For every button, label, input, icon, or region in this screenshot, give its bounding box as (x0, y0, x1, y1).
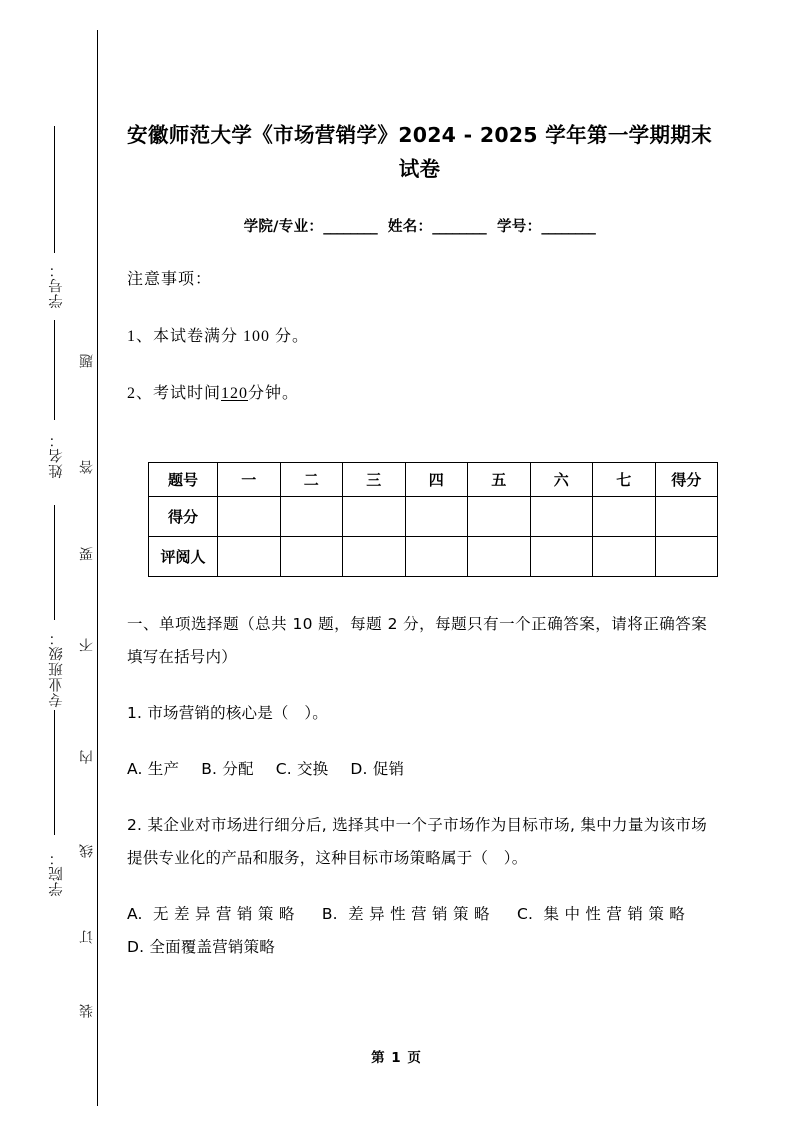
notes-item-2-prefix: 2、考试时间 (127, 385, 222, 402)
paper-content (127, 0, 712, 403)
section-heading: 一、单项选择题（总共 10 题，每题 2 分，每题只有一个正确答案，请将正确答案填写在括号内） (127, 615, 707, 666)
studentid-label: 学号： (497, 219, 542, 235)
notes-heading: 注意事项： (127, 271, 213, 288)
question-1-option-C[interactable]: C. 交换 (275, 760, 329, 778)
score-table (148, 462, 718, 577)
margin-outer-label-4: 学院： (49, 850, 65, 897)
margin-inner-label-8: 装 (80, 1002, 95, 1018)
score-table-cell[interactable] (468, 537, 531, 577)
margin-vertical-rule (97, 30, 98, 1106)
score-table-cell[interactable] (405, 497, 468, 537)
college-label: 学院/专业： (243, 219, 324, 235)
margin-outer-label-1: 学号： (49, 262, 65, 309)
margin-outer-label-3: 专业班级： (49, 630, 65, 708)
score-table-cell[interactable] (405, 537, 468, 577)
question-options-2 (127, 875, 707, 964)
score-table-cell[interactable] (343, 497, 406, 537)
page-title: 安徽师范大学《市场营销学》2024 - 2025 学年第一学期期末试卷 (127, 123, 712, 181)
margin-outer-label-2: 姓名： (49, 432, 65, 479)
question-list (127, 674, 707, 964)
student-identity-line (127, 186, 712, 236)
margin-segment-rule-3 (54, 505, 55, 620)
name-label: 姓名： (387, 219, 433, 235)
score-table-column-header: 三 (343, 463, 406, 497)
score-table-cell[interactable] (655, 537, 718, 577)
score-table-column-header: 七 (593, 463, 656, 497)
college-blank[interactable]: ________ (323, 219, 378, 235)
question-stem-1: 1. 市场营销的核心是（ ）。 (127, 704, 328, 722)
question-2-option-A[interactable]: A. 无差异营销策略 (127, 905, 300, 923)
score-table-cell[interactable] (593, 497, 656, 537)
score-table-cell[interactable] (218, 497, 281, 537)
margin-inner-label-7: 订 (80, 928, 95, 944)
table-row (149, 537, 718, 577)
notes-item-2-suffix: 分钟。 (248, 385, 300, 402)
score-table-row-header: 评阅人 (149, 537, 218, 577)
question-options-1 (127, 730, 707, 786)
studentid-blank[interactable]: ________ (541, 219, 596, 235)
score-table-cell[interactable] (218, 537, 281, 577)
score-table-column-header: 得分 (655, 463, 718, 497)
question-1-option-A[interactable]: A. 生产 (127, 760, 180, 778)
exam-duration-value: 120 (221, 385, 249, 402)
score-table-container (148, 462, 718, 577)
question-2-option-B[interactable]: B. 差异性营销策略 (321, 905, 495, 923)
question-stem-2: 2. 某企业对市场进行细分后, 选择其中一个子市场作为目标市场, 集中力量为该市场提供专业化的产品和服务，这种目标市场策略属于（ ）。 (127, 816, 707, 867)
score-table-cell[interactable] (655, 497, 718, 537)
question-1-option-B[interactable]: B. 分配 (201, 760, 254, 778)
margin-inner-label-4: 不 (80, 636, 95, 652)
score-table-cell[interactable] (468, 497, 531, 537)
question-section (127, 608, 707, 964)
table-row (149, 497, 718, 537)
margin-segment-rule-1 (54, 126, 55, 253)
score-table-column-header: 六 (530, 463, 593, 497)
score-table-column-header: 五 (468, 463, 531, 497)
margin-inner-label-2: 答 (80, 458, 95, 474)
score-table-cell[interactable] (280, 497, 343, 537)
notes-item-1: 1、本试卷满分 100 分。 (127, 328, 310, 345)
margin-inner-label-1: 题 (80, 352, 95, 368)
score-table-column-header: 一 (218, 463, 281, 497)
margin-inner-label-5: 内 (80, 748, 95, 764)
page-number: 第 1 页 (371, 1050, 422, 1066)
score-table-cell[interactable] (530, 497, 593, 537)
name-blank[interactable]: ________ (432, 219, 487, 235)
score-table-row-header: 题号 (149, 463, 218, 497)
notes-item-2 (127, 346, 712, 403)
score-table-cell[interactable] (530, 537, 593, 577)
score-table-row-header: 得分 (149, 497, 218, 537)
margin-inner-label-6: 线 (80, 842, 95, 858)
page-footer (0, 1046, 793, 1066)
score-table-cell[interactable] (593, 537, 656, 577)
score-table-column-header: 二 (280, 463, 343, 497)
margin-segment-rule-2 (54, 320, 55, 420)
score-table-cell[interactable] (343, 537, 406, 577)
question-2-option-D[interactable]: D. 全面覆盖营销策略 (127, 938, 275, 956)
question-1-option-D[interactable]: D. 促销 (350, 760, 405, 778)
question-2-option-C[interactable]: C. 集中性营销策略 (516, 905, 685, 923)
score-table-cell[interactable] (280, 537, 343, 577)
margin-segment-rule-4 (54, 710, 55, 835)
margin-inner-label-3: 要 (80, 545, 95, 561)
table-row (149, 463, 718, 497)
score-table-column-header: 四 (405, 463, 468, 497)
